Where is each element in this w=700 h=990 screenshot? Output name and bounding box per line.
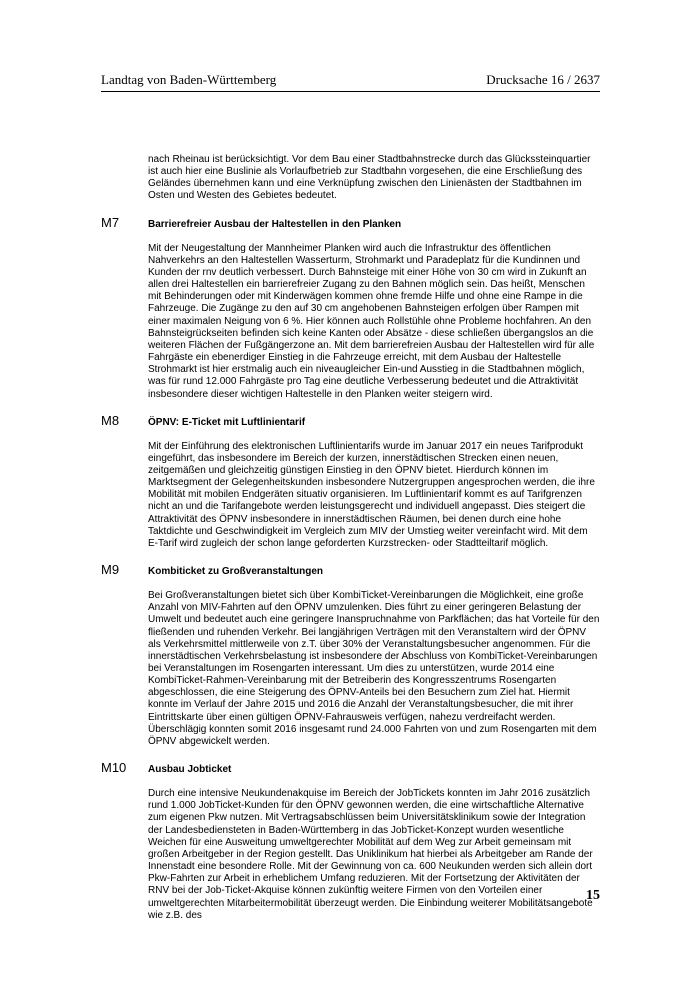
section-number: M10 bbox=[101, 760, 127, 776]
section-number: M8 bbox=[101, 412, 120, 428]
page-content bbox=[101, 154, 600, 922]
section-number: M9 bbox=[101, 562, 120, 578]
section-number: M7 bbox=[101, 214, 120, 230]
section-title: ÖPNV: E-Ticket mit Luftlinientarif bbox=[148, 416, 306, 428]
section-text: Durch eine intensive Neukundenakquise im Bereich der JobTickets konnten im Jahr 2016 zusätzlich rund 1.000 JobTicket-Kunden für den ÖPNV gewonnen werden, die eine wirtschaftliche Alternative zum eigenen Pkw nutzen. Mit Vertragsabschlüssen beim Universitätsklinikum sowie der Integration der Landesbediensteten in Baden-Württemberg in das JobTicket-Konzept wurden wesentliche Weichen für eine Ausweitung umweltgerechter Mobilität auf dem Weg zur Arbeit gemeinsam mit großen Arbeitgeber in der Region gestellt. Das Uniklinikum hat hierbei als Arbeitgeber am Rande der Innenstadt eine besondere Rolle. Mit der Gewinnung von ca. 600 Neukunden werden sich allein dort Pkw-Fahrten zur Arbeit in erheblichem Umfang reduzieren. Mit der Fortsetzung der Aktivitäten der RNV bei der Job-Ticket-Akquise können zukünftig weitere Firmen von den Vorteilen einer umweltgerechten Mitarbeitermobilität überzeugt werden. Die Einbindung weiterer Mobilitätsangebote wie z.B. des bbox=[148, 788, 593, 921]
section-heading-m9 bbox=[101, 562, 600, 577]
section-title: Ausbau Jobticket bbox=[148, 764, 232, 776]
section-title: Barrierefreier Ausbau der Haltestellen in den Planken bbox=[148, 218, 402, 230]
section-heading-m10 bbox=[101, 760, 600, 775]
intro-paragraph: nach Rheinau ist berücksichtigt. Vor dem Bau einer Stadtbahnstrecke durch das Glückssteinquartier ist auch hier eine Buslinie als Vorlaufbetrieb zur Stadtbahn vorgesehen, die eine Erschließung des Geländes übernehmen kann und eine Verknüpfung zwischen den Linienästen der Stadtbahnen im Osten und Westen des Gebietes bedeutet. bbox=[148, 154, 591, 202]
page-number: 15 bbox=[586, 888, 600, 903]
header-publisher: Landtag von Baden-Württemberg bbox=[101, 72, 277, 87]
section-text: Bei Großveranstaltungen bietet sich über KombiTicket-Vereinbarungen die Möglichkeit, eine große Anzahl von MIV-Fahrten auf den ÖPNV umzulenken. Dies führt zu einer geringeren Belastung der Umwelt und bedeutet auch eine geringere Inanspruchnahme von Parkflächen; das hat Vorteile für den fließenden und ruhenden Verkehr. Bei langjährigen Verträgen mit den Veranstaltern wird der ÖPNV als Verkehrsmittel mittlerweile von z.T. über 30% der Veranstaltungsbesucher angenommen. Für die innerstädtischen Verkehrsbelastung ist insbesondere der Abschluss von KombiTicket-Vereinbarungen bei Veranstaltungen im Rosengarten interessant. Um dies zu unterstützen, wurde 2014 eine KombiTicket-Rahmen-Vereinbarung mit der Betreiberin des Kongresszentrums Rosengarten abgeschlossen, die eine Steigerung des ÖPNV-Anteils bei den Besuchern zum Ziel hat. Hiermit konnte im Verlauf der Jahre 2015 und 2016 die Anzahl der Veranstaltungsbesucher, die mit ihrer Eintrittskarte über einen gültigen ÖPNV-Fahrausweis verfügen, nahezu verdreifacht werden. Überschlägig konnten somit 2016 insgesamt rund 24.000 Fahrten von und zum Rosengarten mit dem ÖPNV abgewickelt werden. bbox=[148, 590, 600, 747]
section-text: Mit der Einführung des elektronischen Luftlinientarifs wurde im Januar 2017 ein neues Tarifprodukt eingeführt, das insbesondere im Bereich der kurzen, innerstädtischen Strecken einen neuen, zeitgemäßen und gleichzeitig günstigen Einstieg in den ÖPNV bietet. Hierdurch können im Marktsegment der Gelegenheitskunden insbesondere Nutzergruppen angesprochen werden, die ihre Mobilität mit mobilen Endgeräten situativ organisieren. Im Luftlinientarif kommt es auf Tarifgrenzen nicht an und die Tarifangebote werden leistungsgerecht und individuell angepasst. Dies steigert die Attraktivität des ÖPNV insbesondere in innerstädtischen Räumen, bei denen durch eine hohe Taktdichte und Geschwindigkeit im Vergleich zum MIV der Umstieg weiter vereinfacht wird. Mit dem E-Tarif wird zugleich der schon lange geforderten Kurzstrecken- oder Stadtteiltarif möglich. bbox=[148, 440, 595, 549]
header-rule bbox=[101, 91, 600, 92]
section-text: Mit der Neugestaltung der Mannheimer Planken wird auch die Infrastruktur des öffentlichen Nahverkehrs an den Haltestellen Wasserturm, Strohmarkt und Paradeplatz für die Kundinnen und Kunden der rnv deutlich verbessert. Durch Bahnsteige mit einer Höhe von 30 cm wird in Zukunft an allen drei Haltestellen ein barrierefreier Zugang zu den Bahnen möglich sein. Das heißt, Menschen mit Behinderungen oder mit Kinderwägen kommen ohne fremde Hilfe und ohne eine Rampe in die Fahrzeuge. Die Zugänge zu den auf 30 cm angehobenen Bahnsteigen erfolgen über Rampen mit einer maximalen Neigung von 6 %. Hier können auch Rollstühle ohne Probleme hochfahren. An den Bahnsteigrückseiten befinden sich keine Kanten oder Absätze - diese schließen übergangslos an die weiteren Flächen der Fußgängerzone an. Mit dem barrierefreien Ausbau der Haltestellen wird für alle Fahrgäste ein ebenerdiger Einstieg in die Fahrzeuge erreicht, mit dem Ausbau der Haltestelle Strohmarkt ist hier erstmalig auch ein niveaugleicher Ein-und Ausstieg in die Stadtbahnen möglich, was für rund 12.000 Fahrgäste pro Tag eine deutliche Verbesserung bedeutet und die Attraktivität insbesondere dieser wichtigen Haltestelle in den Planken weiter steigern wird. bbox=[148, 242, 595, 400]
section-heading-m7 bbox=[101, 215, 600, 230]
section-heading-m8 bbox=[101, 413, 600, 428]
section-title: Kombiticket zu Großveranstaltungen bbox=[148, 566, 324, 578]
header-document-number: Drucksache 16 / 2637 bbox=[486, 72, 600, 87]
